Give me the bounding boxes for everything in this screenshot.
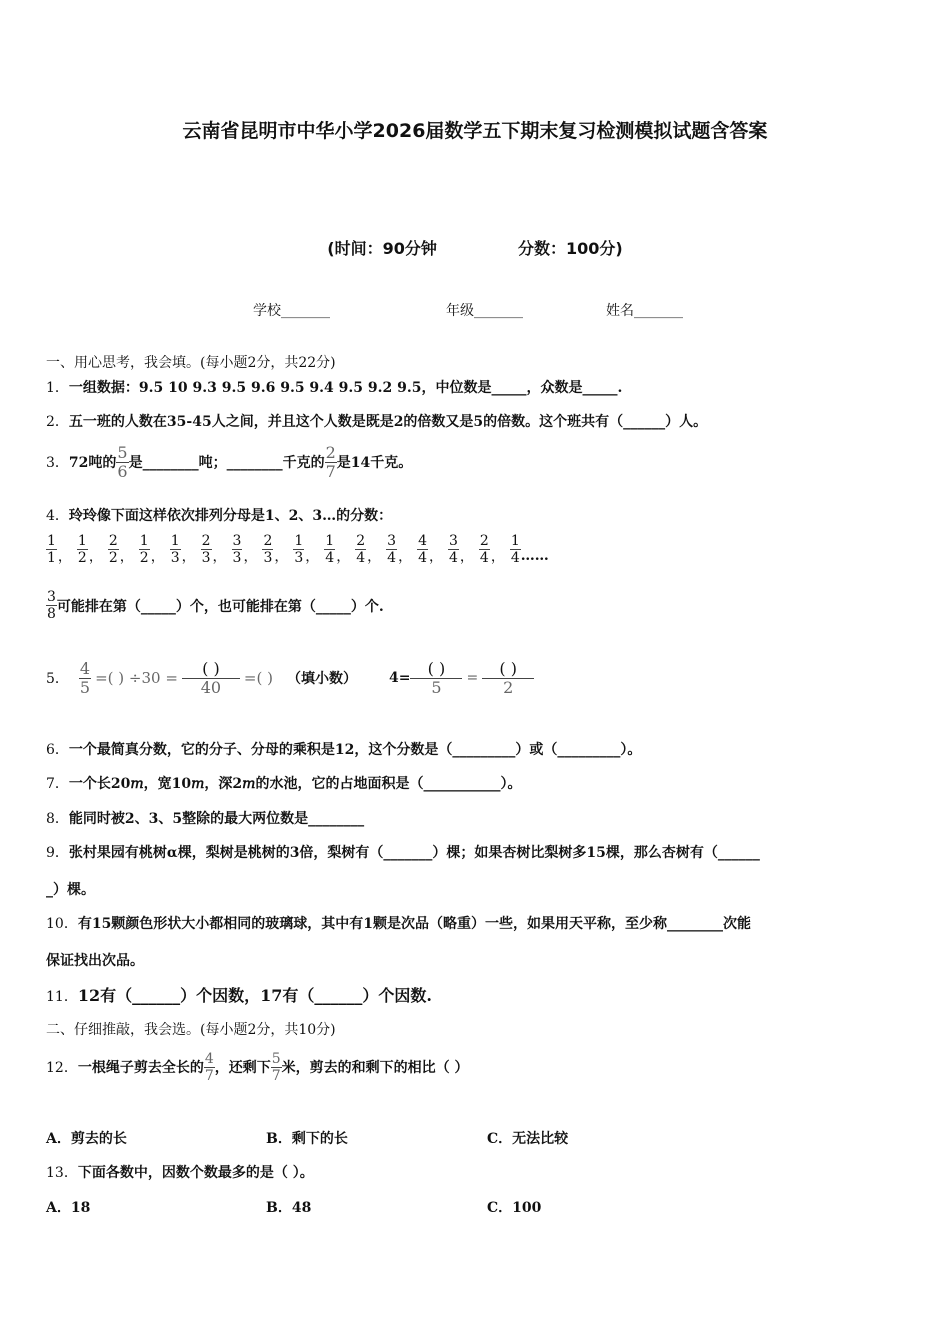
- separator: ，: [336, 549, 351, 565]
- name-field: 姓名_______: [606, 303, 683, 319]
- fraction: $\frac{4}{7}$: [204, 1050, 214, 1084]
- separator: ，: [367, 549, 382, 565]
- sequence-fraction: $\frac{3}{4}$: [387, 532, 397, 566]
- question-10: 10．有15颗颜色形状大小都相同的玻璃球，其中有1颗是次品（略重）一些，如果用天平称，至少称________次能: [46, 916, 752, 932]
- sequence-fraction: $\frac{1}{2}$: [77, 532, 87, 566]
- sequence-fraction: $\frac{1}{4}$: [325, 532, 335, 566]
- q12-option-b[interactable]: B．剩下的长: [266, 1131, 348, 1147]
- sequence-ellipsis: ……: [520, 548, 549, 564]
- q13-option-a[interactable]: A．18: [46, 1200, 91, 1216]
- exam-score: 分数：100分): [518, 239, 623, 258]
- question-2: 2．五一班的人数在35-45人之间，并且这个人数是既是2的倍数又是5的倍数。这个班共有（______）人。: [46, 414, 708, 430]
- separator: ，: [119, 549, 134, 565]
- q12-option-c[interactable]: C．无法比较: [487, 1131, 569, 1147]
- fraction: $\frac{3}{8}$: [47, 589, 56, 622]
- question-1: 1．一组数据：9.5 10 9.3 9.5 9.6 9.5 9.4 9.5 9.2 9.5，中位数是_____，众数是_____.: [46, 380, 623, 396]
- separator: ，: [305, 549, 320, 565]
- fraction-sequence: [46, 532, 549, 566]
- separator: ，: [57, 549, 72, 565]
- fraction: $\frac{2}{7}$: [325, 442, 336, 481]
- fraction: $\frac{( )}{40}$: [182, 661, 240, 696]
- separator: ，: [398, 549, 413, 565]
- q13-option-c[interactable]: C．100: [487, 1200, 542, 1216]
- sequence-fraction: $\frac{2}{3}$: [201, 532, 211, 566]
- page-title: 云南省昆明市中华小学2026届数学五下期末复习检测模拟试题含答案: [182, 120, 768, 142]
- sequence-fraction: $\frac{2}{3}$: [263, 532, 273, 566]
- sequence-fraction: $\frac{1}{3}$: [170, 532, 180, 566]
- sequence-fraction: $\frac{2}{4}$: [479, 532, 489, 566]
- fraction: $\frac{( )}{5}$: [410, 661, 462, 696]
- fraction: $\frac{( )}{2}$: [482, 661, 534, 696]
- separator: ，: [243, 549, 258, 565]
- section-2-heading: 二、仔细推敲，我会选。(每小题2分，共10分): [46, 1022, 336, 1038]
- grade-field: 年级_______: [446, 303, 523, 319]
- sequence-fraction: $\frac{1}{4}$: [510, 532, 520, 566]
- exam-subtitle: [0, 236, 950, 259]
- separator: ，: [459, 549, 474, 565]
- q12-option-a[interactable]: A．剪去的长: [46, 1131, 127, 1147]
- separator: ，: [88, 549, 103, 565]
- question-11: 11．12有（______）个因数，17有（______）个因数.: [46, 986, 432, 1005]
- sequence-fraction: $\frac{2}{2}$: [108, 532, 118, 566]
- sequence-fraction: $\frac{1}{1}$: [47, 532, 56, 566]
- question-9-line2: _）棵。: [46, 882, 95, 898]
- separator: ，: [490, 549, 505, 565]
- question-8: 8．能同时被2、3、5整除的最大两位数是________: [46, 811, 365, 827]
- question-9: 9．张村果园有桃树α棵，梨树是桃树的3倍，梨树有（_______）棵；如果杏树比梨树多15棵，那么杏树有（______: [46, 845, 760, 861]
- exam-time: (时间：90分钟: [327, 239, 437, 258]
- question-10-line2: 保证找出次品。: [46, 953, 144, 969]
- separator: ，: [181, 549, 196, 565]
- question-3: 3． 72吨的 $\frac{5}{6}$ 是________吨；________千克的 $\frac{2}{7}$ 是14千克。: [46, 442, 413, 481]
- fraction: $\frac{5}{7}$: [271, 1050, 281, 1084]
- question-4-part2: $\frac{3}{8}$ 可能排在第（_____）个，也可能排在第（_____）个.: [47, 589, 384, 622]
- question-5: 5． $\frac{4}{5}$ =( ) ÷30 = $\frac{( )}{40}$ =( ) （填小数） 4= $\frac{( )}{5}$ = $\frac{( )}{2}$: [46, 650, 534, 706]
- question-6: 6．一个最简真分数，它的分子、分母的乘积是12，这个分数是（_________）或（_________）。: [46, 742, 642, 758]
- sequence-fraction: $\frac{1}{2}$: [139, 532, 149, 566]
- question-4: 4．玲玲像下面这样依次排列分母是1、2、3…的分数：: [46, 508, 393, 524]
- separator: ，: [150, 549, 165, 565]
- question-12: 12． 一根绳子剪去全长的 $\frac{4}{7}$ ，还剩下 $\frac{5}{7}$ 米，剪去的和剩下的相比（ ）: [46, 1050, 469, 1084]
- separator: ，: [428, 549, 443, 565]
- sequence-fraction: $\frac{2}{4}$: [356, 532, 366, 566]
- sequence-fraction: $\frac{3}{3}$: [232, 532, 242, 566]
- question-7: 7．一个长20𝑚，宽10𝑚，深2𝑚的水池，它的占地面积是（___________）。: [46, 776, 522, 792]
- question-13: 13．下面各数中，因数个数最多的是（ ）。: [46, 1165, 314, 1181]
- sequence-fraction: $\frac{4}{4}$: [418, 532, 427, 566]
- separator: ，: [212, 549, 227, 565]
- separator: ，: [274, 549, 289, 565]
- q13-option-b[interactable]: B．48: [266, 1200, 312, 1216]
- sequence-fraction: $\frac{3}{4}$: [448, 532, 458, 566]
- sequence-fraction: $\frac{1}{3}$: [294, 532, 304, 566]
- school-field: 学校_______: [253, 303, 330, 319]
- section-1-heading: 一、用心思考，我会填。(每小题2分，共22分): [46, 355, 336, 371]
- fraction: $\frac{5}{6}$: [117, 442, 128, 481]
- fraction: $\frac{4}{5}$: [79, 658, 91, 697]
